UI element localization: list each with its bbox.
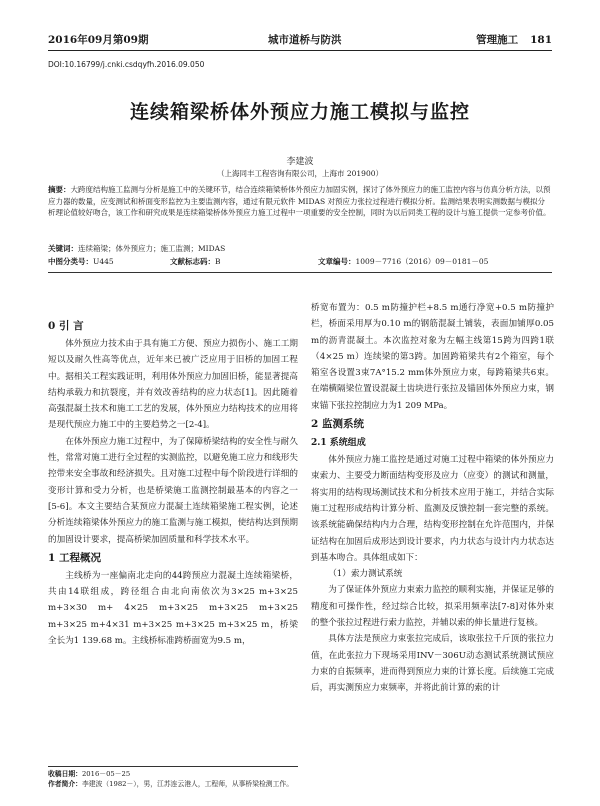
paragraph: 具体方法是预应力束张拉完成后，该取张拉千斤顶的张拉力值，在此张拉力下现场采用INV－306U动态测试系统测试预应力束的自振频率，进而得到预应力束的计算长度。后续施工完成后，再实测预应力束频率，并将此前计算的索的计 (311, 634, 554, 694)
paragraph: 为了保证体外预应力束索力监控的顺利实施，并保证足够的精度和可操作性，经过综合比较，拟采用频率法[7-8]对体外束的整个张拉过程进行索力监控，并辅以索的伸长量进行复核。 (311, 585, 554, 629)
abstract-divider (48, 272, 552, 273)
author-bio (48, 780, 298, 790)
section-1-heading: 1 工程概况 (48, 551, 101, 564)
subheading-cable-force: （1）索力测试系统 (328, 569, 403, 580)
author-affiliation: （上海同丰工程咨询有限公司，上海市 201900） (216, 169, 383, 178)
clc-value: U445 (93, 257, 114, 266)
paragraph: 体外预应力施工监控是通过对施工过程中箱梁的体外预应力束索力、主要受力断面结构变形及应力（应变）的测试和测量，将实用的结构现场测试技术和分析技术应用于施工，并结合实际施工过程形成结构计算分析、监测及反馈控制一套完整的系统。该系统能确保结构内力合理，结构变形控制在允许范围内，并保证结构在加固后成形达到设计要求，内力状态与设计内力状态达到基本吻合。具体组成如下： (311, 455, 554, 563)
left-column (48, 316, 298, 649)
received-date (48, 770, 298, 780)
bio-text: 李建波（1982－），男，江苏连云港人，工程师，从事桥梁检测工作。 (81, 779, 293, 788)
paragraph: 体外预应力技术由于具有施工方便、预应力损伤小、施工工期短以及耐久性高等优点，近年来已被广泛应用于旧桥的加固工程中。据相关工程实践证明，利用体外预应力加固旧桥，能显著提高结构承载力和抗裂度，并有效改善结构的应力状态[1]。因此随着高强混凝土技术和施工工艺的发展，体外预应力结构技术的应用将是现代预应力施工中的主要趋势之一[2-4]。 (48, 339, 298, 431)
paper-title: 连续箱梁桥体外预应力施工模拟与监控 (129, 101, 470, 123)
section-2-heading: 2 监测系统 (311, 418, 364, 431)
paragraph: 桥宽布置为：0.5 m防撞护栏+8.5 m通行净宽+0.5 m防撞护栏，桥面采用厚为0.10 m的钢筋混凝土铺装，表面加铺厚0.05 m的沥青混凝土。本次监控对象为左幅主线第15跨为四跨1联（4×25 m）连续梁的第3跨。加固跨箱梁共有2个箱室，每个箱室各设置3束7A°15.2 mm体外预应力束，每跨箱梁共6束。在端横隔梁位置设混凝土齿块进行张拉及锚固体外预应力束，钢束锚下张拉控制应力为1 209 MPa。 (311, 303, 554, 411)
abstract-label: 摘要： (48, 185, 71, 194)
page-number: 181 (530, 34, 552, 46)
classification-line (48, 256, 552, 268)
section-0-heading: 0 引 言 (48, 320, 84, 332)
running-header (48, 32, 552, 51)
bio-label: 作者简介： (48, 779, 82, 788)
clc-label: 中图分类号： (48, 257, 93, 266)
keywords (48, 243, 552, 254)
doc-code (170, 256, 221, 267)
issue-info: 2016年09月第09期 (48, 34, 149, 46)
abstract (48, 184, 552, 219)
keywords-label: 关键词： (48, 244, 78, 253)
received-label: 收稿日期： (48, 770, 82, 778)
section-name: 管理施工 (476, 34, 519, 46)
doi: DOI:10.16799/j.cnki.csdqyfh.2016.09.050 (48, 60, 205, 69)
paragraph: 在体外预应力施工过程中，为了保障桥梁结构的安全性与耐久性，常常对施工进行全过程的实测监控，以避免施工应力和线形失控带来安全事故和经济损失。且对施工过程中每个阶段进行详细的变形计算和受力分析，也是桥梁施工监测控制最基本的内容之一[5-6]。本文主要结合某预应力混凝土连续箱梁施工程实例，论述分析连续箱梁体外预应力的施工监测与施工模拟，使结构达到预期的加固设计要求，提高桥梁加固质量和科学技术水平。 (48, 436, 298, 545)
doc-value: B (215, 257, 221, 266)
paragraph: 主线桥为一座偏南北走向的44跨预应力混凝土连续箱梁桥，共由14联组成，跨径组合由北向南依次为3×25 m+3×25 m+3×30 m+ 4×25 m+3×25 m+3×25 m+3×25 m+3×25 m+4×31 m+3×25 m+3×25 m+3×25 m，桥梁全长为1 139.68 m。主线桥标准跨桥面宽为9.5 m， (48, 570, 298, 647)
article-id-value: 1009－7716（2016）09－0181－05 (355, 257, 489, 266)
author-name: 李建波 (286, 157, 314, 167)
abstract-text: 大跨度结构施工监测与分析是施工中的关键环节，结合连续箱梁桥体外预应力加固实例，探讨了体外预应力的施工监控内容与仿真分析方法，以预应力器的数量，应变测试和桥面变形监控为主要监测内容，通过有限元软件 MIDAS 对预应力张拉过程进行模拟分析。监测结果表明实测数据与模拟分析理论值较好吻合，该工作和研究成果是连续箱梁桥体外预应力施工过程中一项重要的安全控制，同时为以后同类工程的设计与施工提供一定参考价值。 (48, 185, 551, 217)
section-page (476, 32, 552, 47)
received-value: 2016－05－25 (81, 770, 131, 778)
article-id-label: 文章编号： (318, 257, 356, 266)
footnote (48, 766, 298, 789)
journal-name: 城市道桥与防洪 (268, 34, 342, 46)
keywords-text: 连续箱梁；体外预应力；施工监测；MIDAS (78, 244, 226, 253)
clc-code (48, 256, 114, 267)
article-id (318, 256, 488, 267)
right-column (311, 300, 554, 697)
section-2-1-heading: 2.1 系统组成 (311, 438, 366, 449)
doc-label: 文献标志码： (170, 257, 215, 266)
